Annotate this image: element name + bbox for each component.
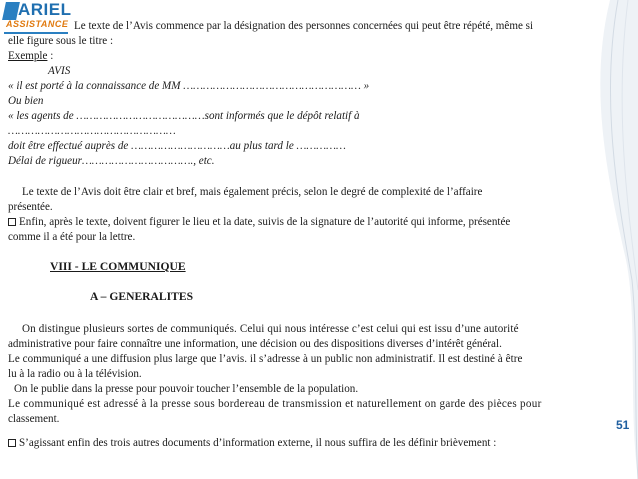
avis-title: AVIS — [48, 65, 71, 77]
exemple-colon: : — [47, 50, 54, 62]
logo-text-ariel: ARIEL — [18, 0, 72, 19]
checkbox-bullet-icon — [8, 218, 16, 226]
exemple-line — [8, 49, 53, 64]
subsection-title: A – GENERALITES — [90, 290, 194, 303]
ariel-assistance-logo — [4, 0, 72, 36]
paragraph-5-line-2: lu à la radio ou à la télévision. — [8, 368, 142, 380]
logo-text-assistance: ASSISTANCE — [6, 19, 69, 29]
example-line-6: Délai de rigueur……………………………., etc. — [8, 155, 215, 167]
paragraph-7-line-1: Le communiqué est adressé à la presse sous bordereau de transmission et naturellement on garde des pièces pour — [8, 398, 542, 410]
paragraph-4-line-1: On distingue plusieurs sortes de communiqués. Celui qui nous intéresse c’est celui qui est issu d’une autorité — [22, 323, 519, 335]
paragraph-6: On le publie dans la presse pour pouvoir toucher l’ensemble de la population. — [14, 383, 359, 395]
example-line-5: doit être effectué auprès de …………………………au plus tard le …………… — [8, 140, 346, 152]
intro-line-2: elle figure sous le titre : — [8, 35, 114, 47]
paragraph-2-line-1: Le texte de l’Avis doit être clair et bref, mais également précis, selon le degré de complexité de l’affaire — [22, 186, 483, 198]
page-number: 51 — [616, 418, 630, 432]
paragraph-7-line-2: classement. — [8, 413, 60, 425]
paragraph-2-line-2: présentée. — [8, 201, 53, 213]
paragraph-3-line-1 — [8, 215, 510, 230]
paragraph-3-text: Enfin, après le texte, doivent figurer le lieu et la date, suivis de la signature de l’autorité qui informe, présentée — [19, 216, 511, 228]
decorative-wave — [548, 0, 638, 479]
paragraph-5-line-1: Le communiqué a une diffusion plus large que l’avis. il s’adresse à un public non administratif. Il est destiné à être — [8, 353, 523, 365]
example-line-1: « il est porté à la connaissance de MM ……………………………………………… » — [8, 80, 370, 92]
example-line-2: Ou bien — [8, 95, 44, 107]
paragraph-4-line-2: administrative pour faire connaître une information, une décision ou des dispositions diverses d’intérêt général. — [8, 338, 502, 350]
section-title: VIII - LE COMMUNIQUE — [50, 260, 186, 273]
paragraph-8-text: S’agissant enfin des trois autres documents d’information externe, il nous suffira de les définir brièvement : — [19, 437, 497, 449]
paragraph-3-line-2: comme il a été pour la lettre. — [8, 231, 136, 243]
checkbox-bullet-icon — [8, 439, 16, 447]
example-line-4: …………………………………………… — [8, 125, 176, 137]
exemple-label: Exemple — [8, 50, 48, 62]
example-line-3: « les agents de …………………………………sont informés que le dépôt relatif à — [8, 110, 360, 122]
paragraph-8 — [8, 436, 496, 451]
intro-line-1: Le texte de l’Avis commence par la désignation des personnes concernées qui peut être répété, même si — [74, 20, 534, 32]
